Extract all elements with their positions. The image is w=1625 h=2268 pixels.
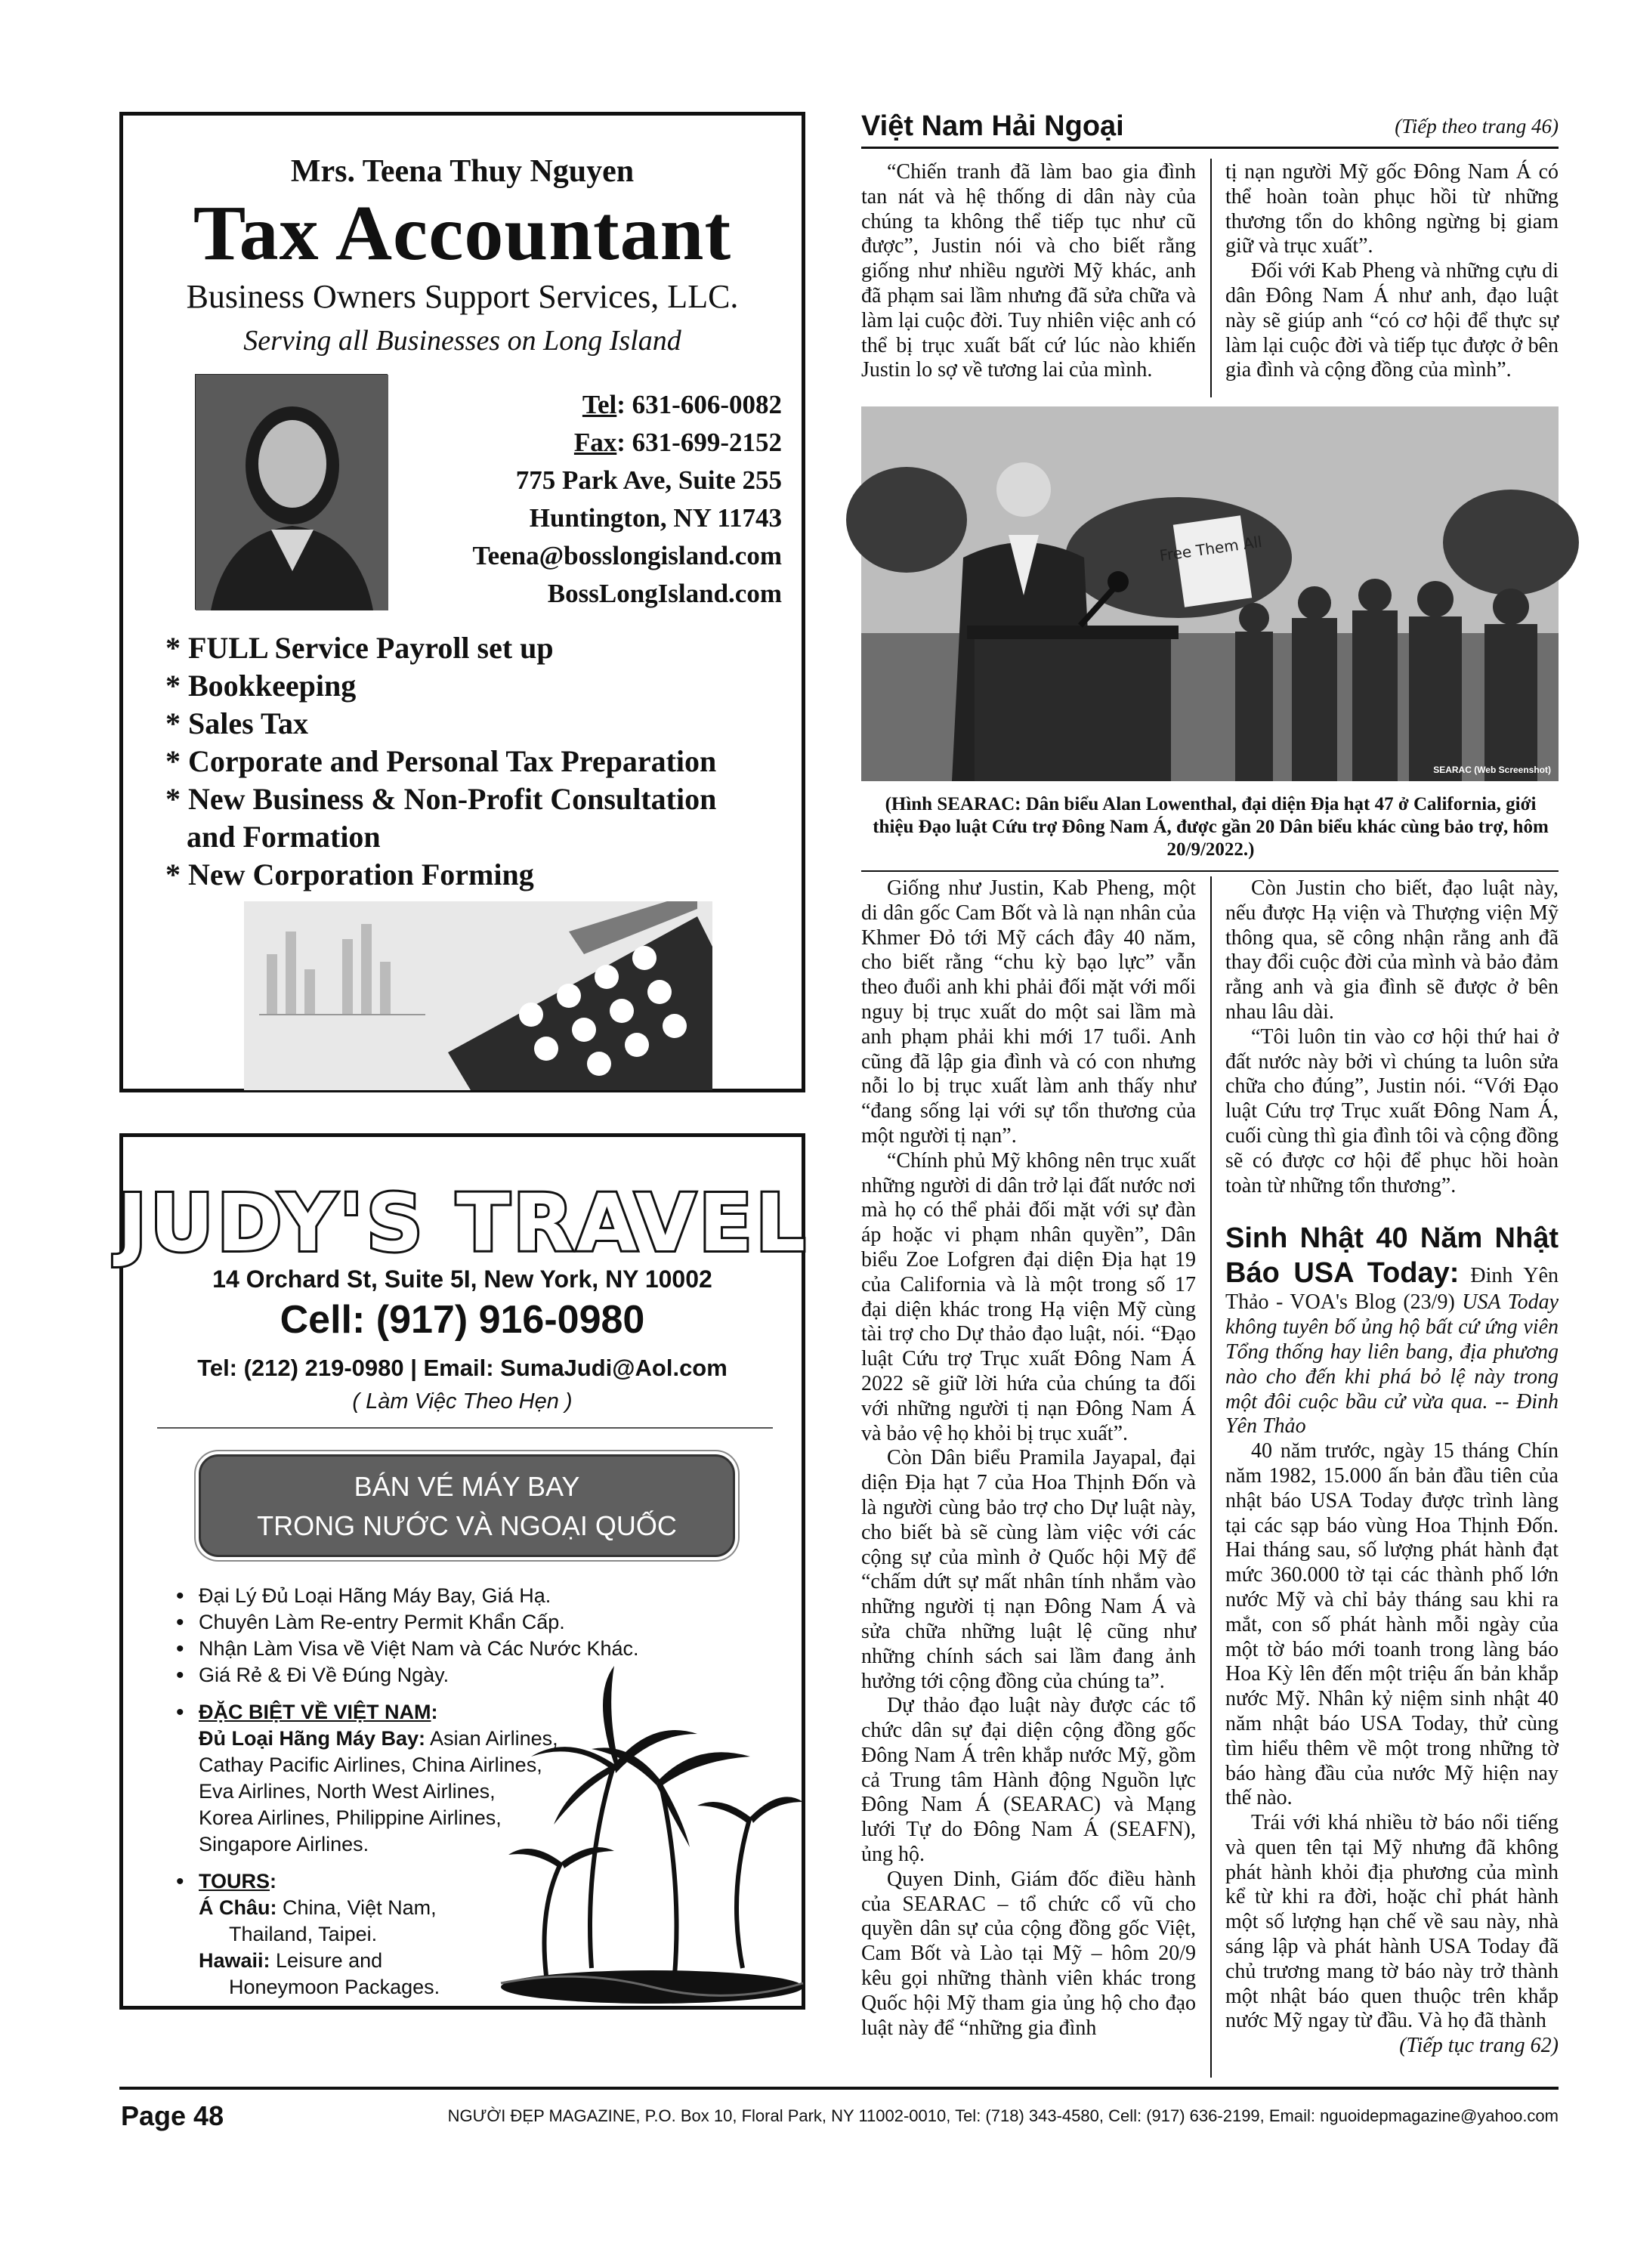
paragraph: Quyen Dinh, Giám đốc điều hành của SEARAC – tổ chức cổ vũ cho quyền dân sự của cộng đồng gốc Việt, Cam Bốt và Lào tại Mỹ – hôm 20/9 kêu gọi những thành viên khác trong Quốc hội Mỹ tham gia ủng hộ cho đạo luật này để “những gia đình	[861, 1867, 1196, 2040]
website-link[interactable]: BossLongIsland.com	[547, 579, 782, 608]
photo-caption: (Hình SEARAC: Dân biểu Alan Lowenthal, đại diện Địa hạt 47 ở California, giới thiệu Đạo luật Cứu trợ Đông Nam Á, được gần 20 Dân biểu khác cùng bảo trợ, hôm 20/9/2022.)	[873, 794, 1549, 860]
travel-bullet: • Giá Rẻ & Đi Về Đúng Ngày.	[176, 1662, 811, 1689]
ad-title: Tax Accountant	[193, 190, 732, 277]
travel-bullet: • Nhận Làm Visa về Việt Nam và Các Nước Khác.	[176, 1636, 811, 1662]
article-col2-top	[1225, 160, 1559, 383]
service-item: * Corporate and Personal Tax Preparation	[165, 744, 717, 778]
hawaii-label: Hawaii:	[199, 1949, 270, 1972]
fax	[389, 424, 782, 462]
special-title: ĐẶC BIỆT VỀ VIỆT NAM	[199, 1701, 431, 1723]
fax-number: : 631-699-2152	[616, 428, 782, 457]
hawaii-line-2: Honeymoon Packages.	[229, 1976, 440, 1998]
divider	[157, 1427, 773, 1429]
paragraph: Còn Justin cho biết, đạo luật này, nếu được Hạ viện và Thượng viện Mỹ thông qua, sẽ công nhận rằng anh đã thay đổi cuộc đời của mình và bảo đảm rằng anh và gia đình sẽ được ở bên nhau lâu dài.	[1225, 876, 1559, 1024]
asia-label: Á Châu:	[199, 1896, 277, 1919]
article-col1-top	[861, 160, 1196, 383]
accountant-portrait	[195, 374, 388, 610]
airline-line: Korea Airlines, Philippine Airlines,	[199, 1806, 502, 1829]
tagline: Serving all Businesses on Long Island	[243, 325, 681, 357]
airline-line: Singapore Airlines.	[199, 1833, 369, 1855]
asia-line-1: China, Việt Nam,	[276, 1896, 437, 1919]
email-link[interactable]: Teena@bosslongisland.com	[472, 541, 782, 570]
photo-credit: SEARAC (Web Screenshot)	[1433, 765, 1551, 775]
continued-from: (Tiếp theo trang 46)	[1395, 115, 1559, 138]
service-item: * New Corporation Forming	[165, 857, 534, 891]
header-rule	[861, 147, 1559, 149]
judys-travel-logo	[117, 1169, 809, 1269]
tel-number: : 631-606-0082	[616, 390, 782, 419]
travel-address: 14 Orchard St, Suite 5I, New York, NY 10002	[212, 1265, 712, 1293]
special-vietnam-section: • ĐẶC BIỆT VỀ VIỆT NAM: Đủ Loại Hãng Máy Bay: Asian Airlines, Cathay Pacific Airlines, China Airlines, Eva Airlines, North West Airlines, Korea Airlines, Philippine Airlines, Singapore Airlines.	[176, 1699, 811, 1858]
service-item: * FULL Service Payroll set up	[165, 631, 554, 665]
calculator-illustration	[244, 901, 712, 1090]
section-title: Việt Nam Hải Ngoại	[861, 110, 1124, 142]
paragraph: Đối với Kab Pheng và những cựu di dân Đông Nam Á như anh, đạo luật này sẽ giúp anh “có cơ hội để thực sự làm lại cuộc đời và tiếp tục được ở bên gia đình và cộng đồng của mình”.	[1225, 259, 1559, 382]
paragraph: Dự thảo đạo luật này được các tổ chức dân sự đại diện cộng đồng gốc Đông Nam Á trên khắp nước Mỹ, gồm cả Trung tâm Hành động Nguồn lực Đông Nam Á (SEARAC) và Mạng lưới Tự do Đông Nam Á (SEAFN), ủng hộ.	[861, 1694, 1196, 1867]
tours-section: • TOURS: Á Châu: China, Việt Nam, Thailand, Taipei. Hawaii: Leisure and Honeymoon Packages.	[176, 1868, 811, 2001]
paragraph: “Chính phủ Mỹ không nên trục xuất những người di dân trở lại đất nước nơi mà họ có thể phải đối mặt với sự đàn áp hoặc vi phạm nhân quyền”, Dân biểu Zoe Lofgren đại diện Địa hạt 19 của California và là một trong số 17 đại diện khác trong Hạ viện Mỹ cùng tài trợ cho Dự thảo đạo luật, nói. “Đạo luật Cứu trợ Trục xuất Đông Nam Á 2022 sẽ giữ lời hứa của chúng ta đối với những người tị nạn Đông Nam Á và bảo vệ họ khỏi bị trục xuất”.	[861, 1148, 1196, 1445]
contact-block	[389, 386, 782, 613]
address-line-2: Huntington, NY 11743	[529, 503, 782, 533]
footer-rule	[119, 2087, 1559, 2090]
service-item: * Bookkeeping	[165, 669, 357, 703]
service-item: and Formation	[187, 820, 381, 854]
ticket-banner	[199, 1454, 735, 1557]
tel-email[interactable]: Tel: (212) 219-0980 | Email: SumaJudi@Aol.com	[197, 1355, 728, 1381]
travel-bullet: • Đại Lý Đủ Loại Hãng Máy Bay, Giá Hạ.	[176, 1583, 811, 1609]
paragraph: Còn Dân biểu Pramila Jayapal, đại diện Địa hạt 7 của Hoa Thịnh Đốn và là người cùng bảo trợ cho Dự luật này, cho biết bà sẽ cùng làm việc với các cộng sự của mình ở Quốc hội Mỹ để “chấm dứt sự mất nhân tính nhắm vào những người tị nạn Đông Nam Á và sửa chữa những luật lệ cũng như những chính sách sai lầm đang ảnh hưởng tới cộng đồng của chúng ta”.	[861, 1446, 1196, 1693]
airline-line: Eva Airlines, North West Airlines,	[199, 1780, 496, 1803]
appointment-note: ( Làm Việc Theo Hẹn )	[352, 1389, 573, 1414]
paragraph: tị nạn người Mỹ gốc Đông Nam Á có thể hoàn toàn phục hồi từ những thương tổn do không ngừng bị giam giữ và trục xuất”.	[1225, 160, 1559, 258]
telephone[interactable]	[389, 386, 782, 424]
news-headline: Sinh Nhật 40 Năm Nhật Báo USA Today:	[1225, 1222, 1559, 1290]
asia-line-2: Thailand, Taipei.	[229, 1923, 378, 1945]
cell-phone[interactable]: Cell: (917) 916-0980	[280, 1298, 645, 1342]
paragraph: Giống như Justin, Kab Pheng, một di dân gốc Cam Bốt và là nạn nhân của Khmer Đỏ tới Mỹ cách đây 40 năm, cho biết rằng “chu kỳ bạo lực” vẫn theo đuổi anh khi phải đối mặt với mối nguy bị trục xuất do một sai lầm mà anh phạm phải khi mới 17 tuổi. Anh cũng đã lập gia đình và có con nhưng nỗi lo bị trục xuất làm anh thấy như “đang sống lại với sự tổn thương của một người tị nạn”.	[861, 876, 1196, 1148]
airline-line: Cathay Pacific Airlines, China Airlines,	[199, 1754, 542, 1776]
hawaii-line-1: Leisure and	[270, 1949, 383, 1972]
continued-to: (Tiếp tục trang 62)	[1399, 2034, 1559, 2058]
column-rule	[1210, 159, 1212, 397]
service-item: * New Business & Non-Profit Consultation	[165, 782, 717, 816]
paragraph: “Chiến tranh đã làm bao gia đình tan nát và hệ thống di dân này của chúng ta không thể tiếp tục như cũ được”, Justin nói và cho biết rằng giống như nhiều người Mỹ khác, anh đã phạm sai lầm nhưng đã sửa chữa và làm lại cuộc đời. Tuy nhiên việc anh có thể bị trục xuất bất cứ lúc nào khiến Justin lo sợ về tương lai của mình.	[861, 160, 1196, 382]
address-line-1: 775 Park Ave, Suite 255	[515, 465, 782, 495]
service-item: * Sales Tax	[165, 706, 308, 740]
tours-title: TOURS	[199, 1870, 270, 1893]
tax-accountant-ad	[119, 112, 805, 1092]
logo-text: JUDY'S TRAVEL	[117, 1177, 809, 1269]
accountant-name: Mrs. Teena Thuy Nguyen	[290, 154, 635, 189]
travel-bullet: • Chuyên Làm Re-entry Permit Khẩn Cấp.	[176, 1609, 811, 1636]
tel-label: Tel	[582, 390, 617, 419]
article-col2-bottom	[1225, 876, 1559, 2059]
column-rule	[1210, 876, 1212, 2078]
caption-rule	[861, 870, 1559, 872]
banner-line-2: TRONG NƯỚC VÀ NGOẠI QUỐC	[257, 1510, 677, 1541]
protest-sign-text: Free Them All	[1158, 532, 1263, 565]
paragraph: Trái với khá nhiều tờ báo nổi tiếng và quen tên tại Mỹ nhưng đã không phát hành khỏi địa phương của mình kể từ khi ra đời, hoặc chỉ phát hành một số lượng hạn chế về sau này, nhà sáng lập và phát hành USA Today đã chủ trương mang tờ báo này trở thành một nhật báo quen thuộc trên khắp nước Mỹ ngay từ đầu. Và họ đã thành	[1225, 1811, 1559, 2033]
news-byline: Đinh Yên Thảo - VOA's Blog (23/9)	[1225, 1264, 1559, 1315]
banner-line-1: BÁN VÉ MÁY BAY	[354, 1471, 580, 1502]
services-list	[165, 629, 800, 894]
magazine-info: NGƯỜI ĐẸP MAGAZINE, P.O. Box 10, Floral Park, NY 11002-0010, Tel: (718) 343-4580, Cell: (917) 636-2199, Email: nguoidepmagazine@yahoo.com	[447, 2106, 1559, 2125]
news-lede: USA Today không tuyên bố ủng hộ bất cứ ứng viên Tổng thống hay liên bang, địa phương nào cho đến khi phá bỏ lệ này trong một đôi cuộc bầu cử vừa qua. -- Đinh Yên Thảo	[1225, 1290, 1559, 1438]
news-photo	[861, 406, 1559, 781]
paragraph: “Tôi luôn tin vào cơ hội thứ hai ở đất nước này bởi vì chúng ta luôn sửa chữa cho đúng”, Justin nói. “Với Đạo luật Cứu trợ Trục xuất Đông Nam Á, cuối cùng thì gia đình tôi và cộng đồng sẽ có được cơ hội để phục hồi hoàn toàn từ những tổn thương”.	[1225, 1024, 1559, 1197]
page-number: Page 48	[121, 2100, 224, 2131]
news-headline-para	[1225, 1221, 1559, 1439]
company-name: Business Owners Support Services, LLC.	[186, 278, 739, 315]
fax-label: Fax	[573, 428, 617, 457]
judys-travel-ad	[117, 1133, 809, 2010]
special-label: Đủ Loại Hãng Máy Bay:	[199, 1727, 426, 1750]
travel-services-list	[176, 1583, 811, 2001]
paragraph: 40 năm trước, ngày 15 tháng Chín năm 1982, 15.000 ấn bản đầu tiên của nhật báo USA Today được trình làng tại các sạp báo vùng Hoa Thịnh Đốn. Hai tháng sau, số lượng phát hành đạt mức 360.000 tờ tại các thành phố lớn nước Mỹ và chỉ bảy tháng sau khi ra mắt, con số phát hành mỗi ngày của một tờ báo mới toanh trong làng báo Hoa Kỳ lên đến một triệu ấn bản khắp nước Mỹ. Nhân kỷ niệm sinh nhật 40 năm nhật báo USA Today, thử cùng tìm hiểu thêm về một trong những tờ báo hàng đầu của nước Mỹ hiện nay thế nào.	[1225, 1439, 1559, 1810]
article-col1-bottom	[861, 876, 1196, 2041]
airline-line: Asian Airlines,	[425, 1727, 558, 1750]
